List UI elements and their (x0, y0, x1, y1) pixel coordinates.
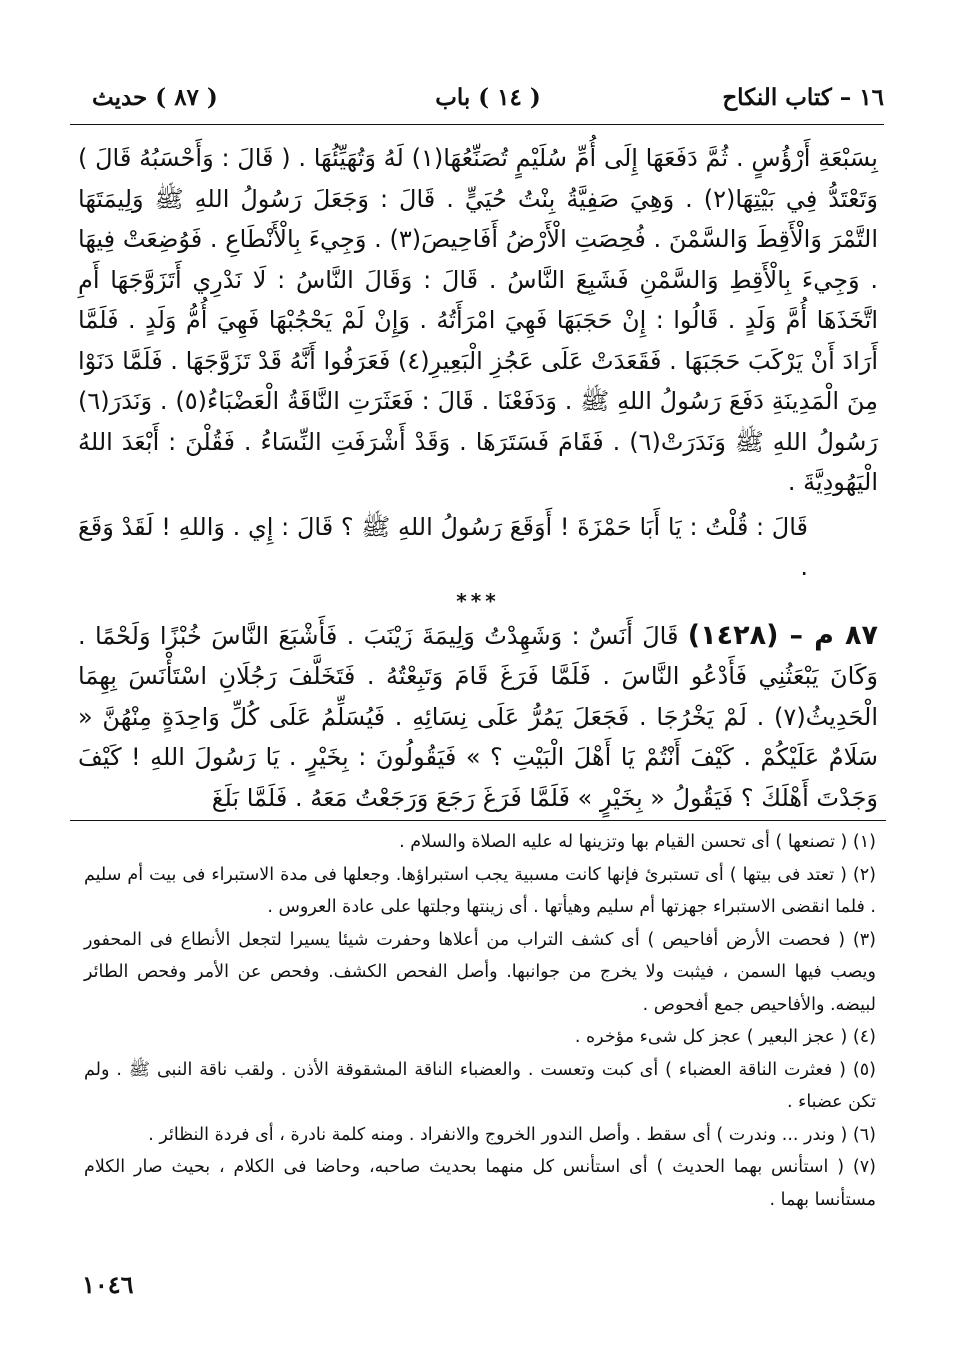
section-separator: *** (456, 588, 500, 613)
footnote-7: (٧) ( استأنس بهما الحديث ) أى استأنس كل منهما بحديث صاحبه، وحاضا فى الكلام ، بحيث صار الكلام مستأنسا بهما . (84, 1157, 876, 1210)
footnote-1: (١) ( تصنعها ) أى تحسن القيام بها وتزينها له عليه الصلاة والسلام . (399, 832, 876, 852)
footnote-rule (70, 820, 886, 821)
footnotes (84, 826, 876, 1216)
chapter-title: ١٦ – كتاب النكاح (722, 84, 884, 111)
question-line: قَالَ : قُلْتُ : يَا أَبَا حَمْزَةَ ! أَوَقَعَ رَسُولُ اللهِ ﷺ ؟ قَالَ : إِي . وَاللهِ ! لَقَدْ وَقَعَ . (78, 512, 808, 581)
running-header (92, 78, 884, 118)
footnote-6: (٦) ( وندر ... وندرت ) أى سقط . وأصل الندور الخروج والانفراد . ومنه كلمة نادرة ، أى فردة النظائر . (148, 1124, 876, 1145)
body-paragraph-2-text: قَالَ أَنَسٌ : وَشَهِدْتُ وَلِيمَةَ زَيْنَبَ . فَأَشْبَعَ النَّاسَ خُبْزًا وَلَحْمًا . وَكَانَ يَبْعَثُنِي فَأَدْعُو النَّاسَ . فَلَمَّا فَرَغَ قَامَ وَتَبِعْتُهُ . فَتَخَلَّفَ رَجُلَانِ اسْتَأْنَسَ بِهِمَا الْحَدِيثُ(٧) . لَمْ يَخْرُجَا . فَجَعَلَ يَمُرُّ عَلَى نِسَائِهِ . فَيُسَلِّمُ عَلَى كُلِّ وَاحِدَةٍ مِنْهُنَّ « سَلَامٌ عَلَيْكُمْ . كَيْفَ أَنْتُمْ يَا أَهْلَ الْبَيْتِ ؟ » فَيَقُولُونَ : بِخَيْرٍ . يَا رَسُولَ اللهِ ! كَيْفَ وَجَدْتَ أَهْلَكَ ؟ فَيَقُولُ « بِخَيْرٍ » فَلَمَّا فَرَغَ رَجَعَ وَرَجَعْتُ مَعَهُ . فَلَمَّا بَلَغَ (78, 621, 878, 812)
header-rule (70, 124, 884, 125)
footnote-3: (٣) ( فحصت الأرض أفاحيص ) أى كشف التراب من أعلاها وحفرت شيئا يسيرا لتجعل الأنطاع فى المحفور ويصب فيها السمن ، فيثبت ولا يخرج من جوانبها. وأصل الفحص الكشف. وفحص عن الأمر وفحص الطائر لبيضه. والأفاحيص جمع أفحوص . (84, 929, 876, 1015)
body-paragraph-1: بِسَبْعَةِ أَرْؤُسٍ . ثُمَّ دَفَعَهَا إِلَى أُمِّ سُلَيْمٍ تُصَنِّعُهَا(١) لَهُ وَتُهَيِّئُهَا . ( قَالَ : وَأَحْسَبُهُ قَالَ ) وَتَعْتَدُّ فِي بَيْتِهَا(٢) . وَهِيَ صَفِيَّةُ بِنْتُ حُيَيٍّ . قَالَ : وَجَعَلَ رَسُولُ اللهِ ﷺ وَلِيمَتَهَا التَّمْرَ وَالْأَقِطَ وَالسَّمْنَ . فُحِصَتِ الْأَرْضُ أَفَاحِيصَ(٣) . وَجِيءَ بِالْأَنْطَاعِ . فَوُضِعَتْ فِيهَا . وَجِيءَ بِالْأَقِطِ وَالسَّمْنِ فَشَبِعَ النَّاسُ . قَالَ : وَقَالَ النَّاسُ : لَا نَدْرِي أَتَزَوَّجَهَا أَمِ اتَّخَذَهَا أُمَّ وَلَدٍ . قَالُوا : إِنْ حَجَبَهَا فَهِيَ امْرَأَتُهُ . وَإِنْ لَمْ يَحْجُبْهَا فَهِيَ أُمُّ وَلَدٍ . فَلَمَّا أَرَادَ أَنْ يَرْكَبَ حَجَبَهَا . فَقَعَدَتْ عَلَى عَجُزِ الْبَعِيرِ(٤) فَعَرَفُوا أَنَّهُ قَدْ تَزَوَّجَهَا . فَلَمَّا دَنَوْا مِنَ الْمَدِينَةِ دَفَعَ رَسُولُ اللهِ ﷺ . وَدَفَعْنَا . قَالَ : فَعَثَرَتِ النَّاقَةُ الْعَضْبَاءُ(٥) . وَنَدَرَ(٦) رَسُولُ اللهِ ﷺ وَنَدَرَتْ(٦) . فَقَامَ فَسَتَرَهَا . وَقَدْ أَشْرَفَتِ النِّسَاءُ . فَقُلْنَ : أَبْعَدَ اللهُ الْيَهُودِيَّةَ . (78, 144, 878, 496)
section-title: ( ١٤ ) باب (435, 84, 541, 111)
body-paragraph-2 (78, 616, 878, 819)
page-number: ١٠٤٦ (82, 1270, 134, 1299)
footnote-5: (٥) ( فعثرت الناقة العضباء ) أى كبت وتعست . والعضباء الناقة المشقوقة الأذن . ولقب ناقة النبى ﷺ . ولم تكن عضباء . (84, 1059, 876, 1112)
footnote-4: (٤) ( عجز البعير ) عجز كل شىء مؤخره . (574, 1027, 876, 1047)
footnote-2: (٢) ( تعتد فى بيتها ) أى تستبرئ فإنها كانت مسبية يجب استبراؤها. وجعلها فى مدة الاستبراء فى بيت أم سليم . فلما انقضى الاستبراء جهزتها أم سليم وهيأتها . أى زينتها وجلتها على عادة العروس . (84, 864, 876, 917)
hadith-header-number: ( ٨٧ ) حديث (92, 84, 218, 111)
main-text (78, 138, 878, 818)
hadith-number: ٨٧ م – (١٤٢٨) (687, 619, 878, 651)
